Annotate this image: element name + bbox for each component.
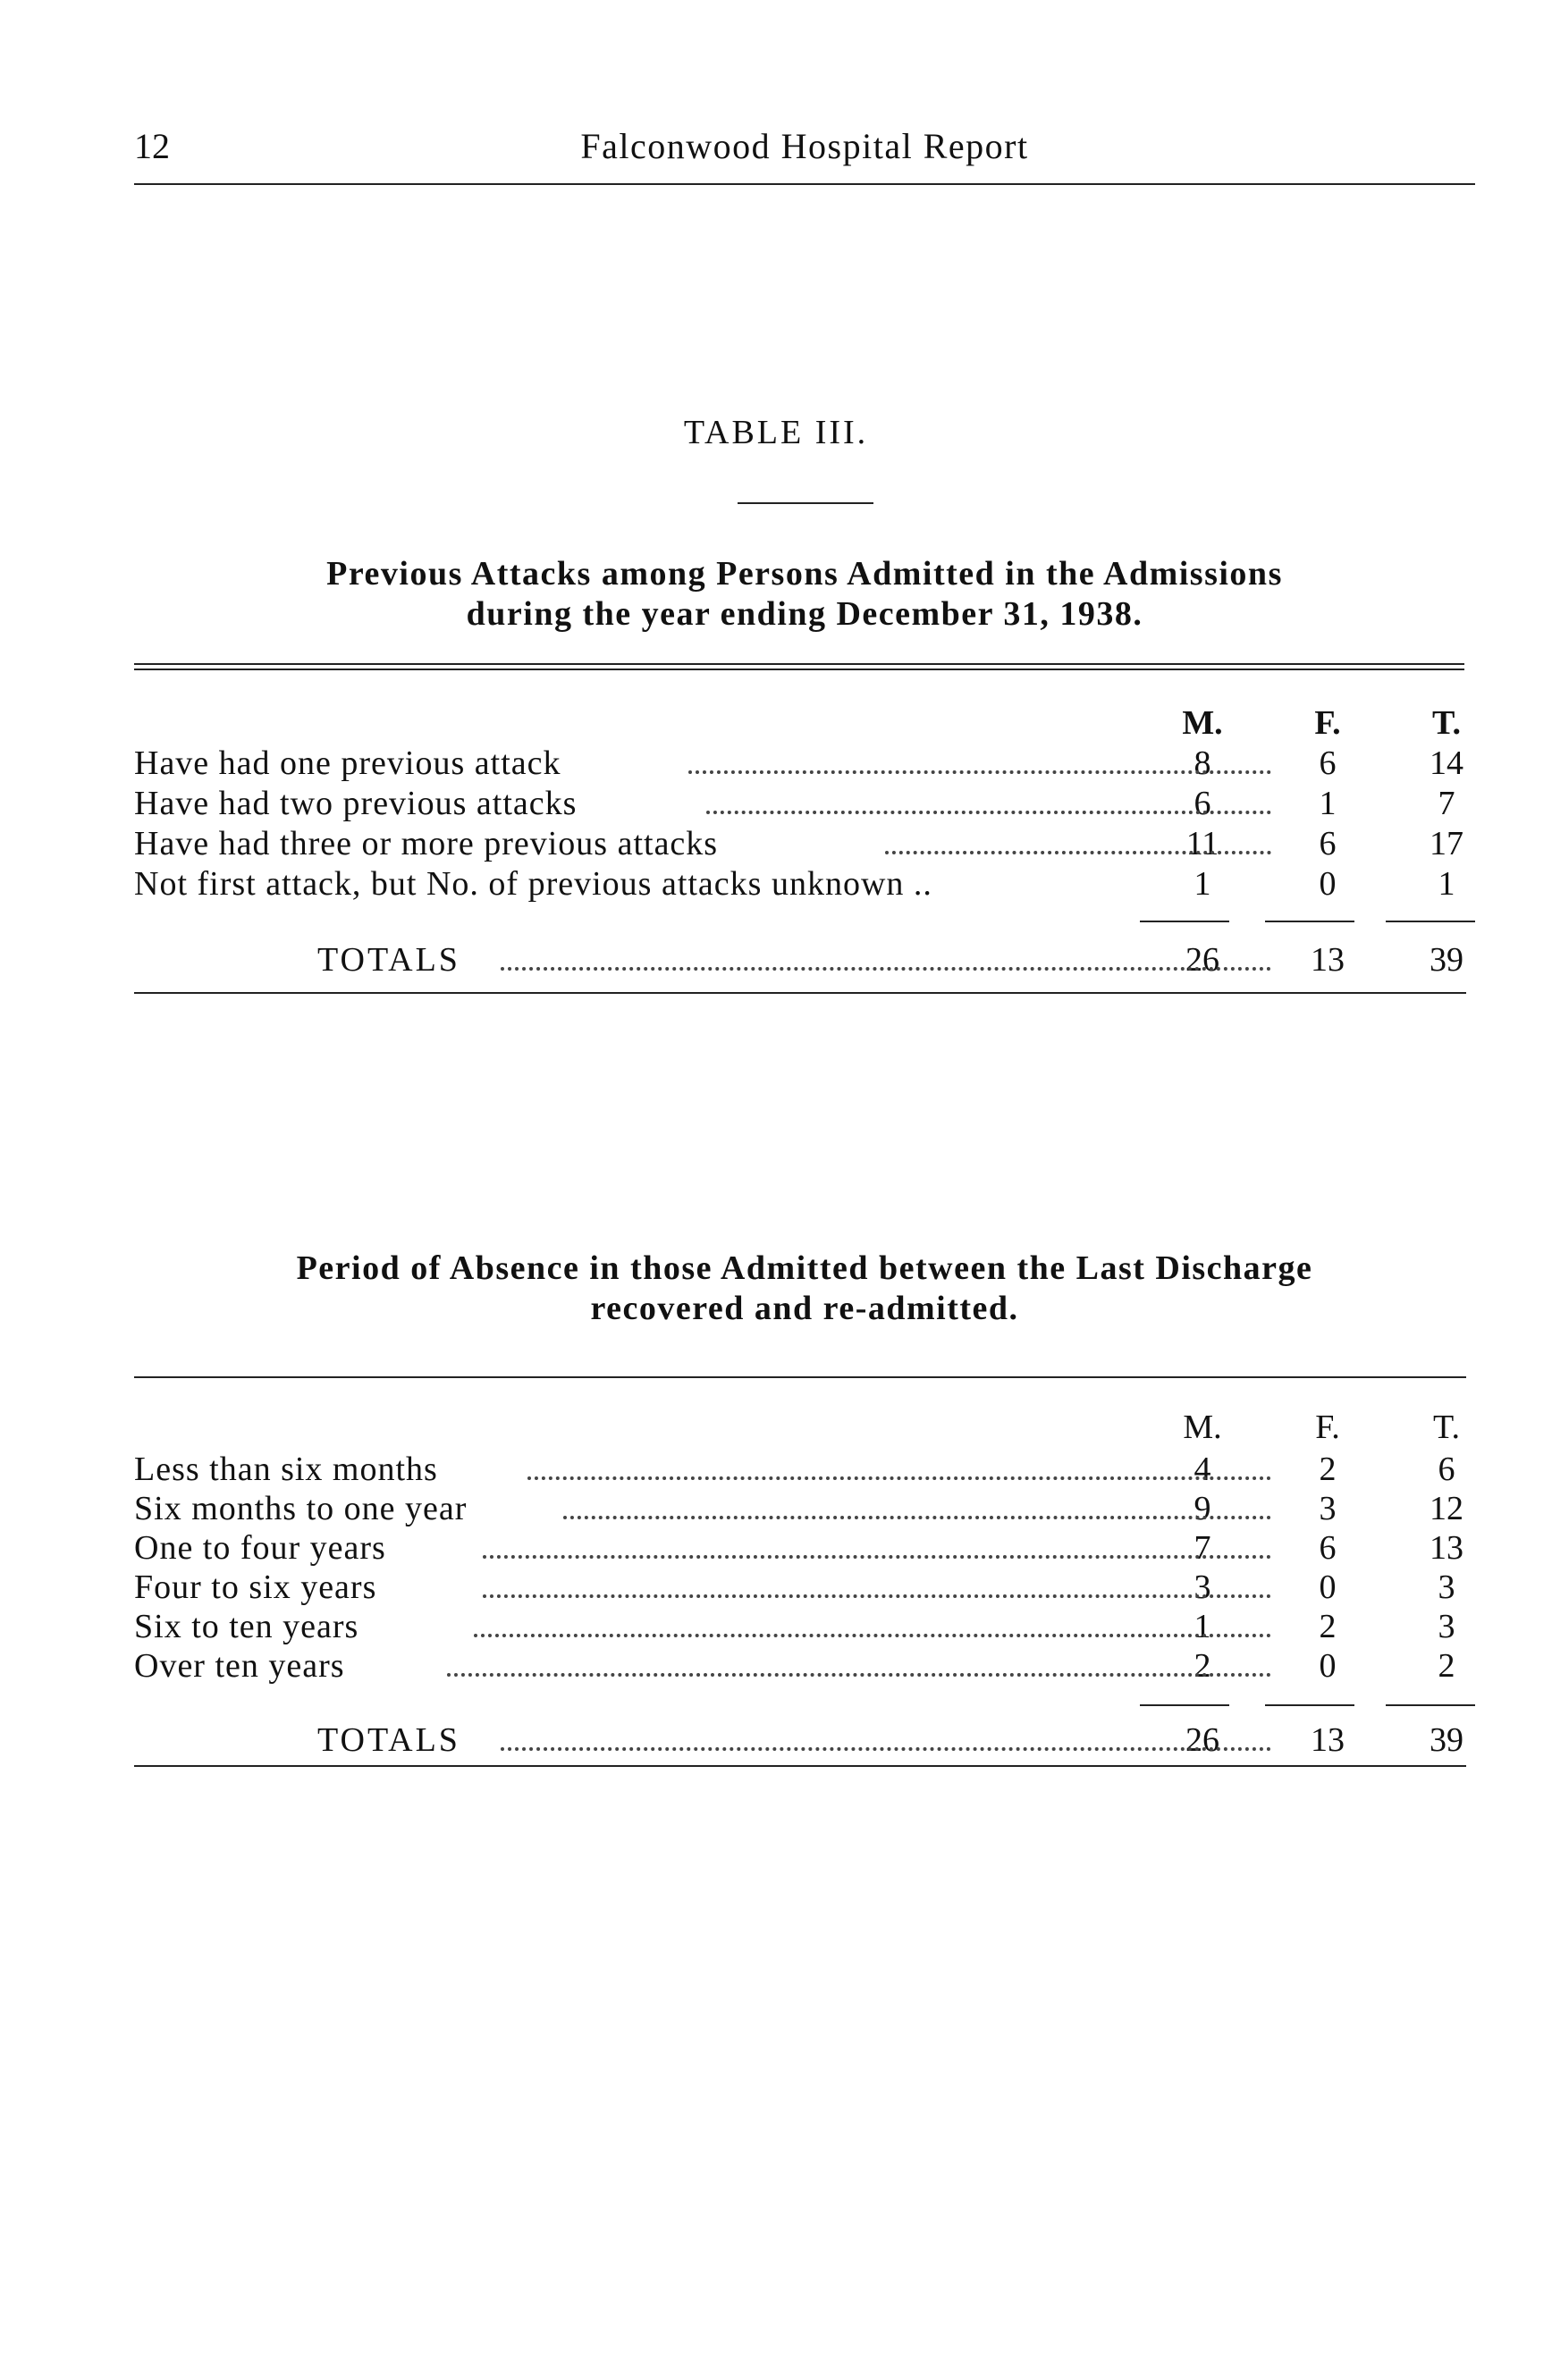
cell-t: 13 [1430,1529,1463,1567]
cell-m: 8 [1194,744,1211,782]
table1-bottom-rule [134,992,1466,994]
table1-column-headers [0,703,1552,748]
cell-m: 6 [1194,785,1211,822]
cell-m: 3 [1194,1568,1211,1606]
table1-caption [134,554,1475,635]
table2-col-m: M. [1183,1409,1222,1446]
dot-leader [501,1747,1271,1751]
dot-leader [447,1673,1271,1677]
table1-col-m: M. [1182,704,1223,742]
row-label: Four to six years [134,1568,384,1607]
table2-bottom-rule [134,1765,1466,1767]
cell-f: 2 [1319,1608,1337,1645]
cell-t: 7 [1438,785,1455,822]
cell-f: 6 [1319,744,1337,782]
dot-leader [527,1476,1271,1480]
table1-col-t: T. [1431,704,1462,742]
cell-t: 3 [1438,1568,1455,1606]
dot-leader [885,851,1271,854]
table2-caption-line1: Period of Absence in those Admitted between the Last Discharge [296,1249,1313,1287]
totals-m: 26 [1185,941,1219,979]
cell-f: 6 [1319,825,1337,862]
cell-f: 6 [1319,1529,1337,1567]
cell-f: 3 [1319,1490,1337,1527]
cell-t: 3 [1438,1608,1455,1645]
table-row [134,1528,1475,1569]
sum-rule-m [1140,1704,1229,1706]
table-row [134,1489,1475,1530]
dot-leader [688,770,1271,774]
cell-m: 7 [1194,1529,1211,1567]
sum-rule-m [1140,921,1229,922]
table1-col-f: F. [1314,704,1341,742]
cell-t: 14 [1430,744,1463,782]
table-row [134,784,1475,825]
table1-caption-line2: during the year ending December 31, 1938. [466,595,1143,633]
row-label: Six months to one year [134,1489,474,1528]
page-number: 12 [134,126,170,166]
dot-leader [474,1634,1271,1637]
table2-caption [134,1249,1475,1329]
table1-double-rule [134,663,1464,670]
table-label: TABLE III. [683,414,869,451]
table-row [134,824,1475,865]
row-label: Have had two previous attacks [134,784,584,823]
table2-column-headers [0,1408,1552,1452]
running-title: Falconwood Hospital Report [580,126,1029,166]
totals-t: 39 [1430,1721,1463,1759]
dot-leader [563,1516,1271,1519]
table-row [134,1646,1475,1687]
cell-t: 17 [1430,825,1463,862]
cell-m: 2 [1194,1647,1211,1685]
table2-col-t: T. [1433,1409,1460,1446]
cell-f: 1 [1319,785,1337,822]
cell-m: 1 [1194,1608,1211,1645]
dot-leader [483,1555,1271,1559]
cell-m: 11 [1185,825,1219,862]
cell-f: 0 [1319,865,1337,903]
cell-m: 4 [1194,1451,1211,1488]
totals-label: TOTALS [317,940,468,980]
cell-m: 9 [1194,1490,1211,1527]
cell-f: 0 [1319,1568,1337,1606]
cell-t: 12 [1430,1490,1463,1527]
row-label: Six to ten years [134,1607,366,1646]
sum-rule-f [1265,921,1354,922]
table-row [134,1607,1475,1648]
table-row [134,744,1475,785]
row-label: Not first attack, but No. of previous attacks unknown .. [134,864,940,904]
cell-m: 1 [1194,865,1211,903]
totals-t: 39 [1430,941,1463,979]
dot-leader [501,967,1271,971]
table2-caption-line2: recovered and re-admitted. [590,1290,1019,1327]
short-rule [738,502,873,504]
sum-rule-t [1386,1704,1475,1706]
totals-label: TOTALS [317,1720,468,1760]
sum-rule-t [1386,921,1475,922]
totals-m: 26 [1185,1721,1219,1759]
table-row [134,1568,1475,1609]
dot-leader [706,811,1271,814]
cell-f: 2 [1319,1451,1337,1488]
running-head [134,125,1475,170]
row-label: One to four years [134,1528,393,1568]
totals-f: 13 [1311,941,1345,979]
table-row [134,864,1475,905]
table2-col-f: F. [1315,1409,1340,1446]
table2-top-rule [134,1376,1466,1378]
cell-f: 0 [1319,1647,1337,1685]
dot-leader [483,1594,1271,1598]
row-label: Have had one previous attack [134,744,569,783]
totals-row [134,940,1475,981]
table-row [134,1450,1475,1491]
totals-f: 13 [1311,1721,1345,1759]
cell-t: 2 [1438,1647,1455,1685]
table1-caption-line1: Previous Attacks among Persons Admitted in the Admissions [326,555,1283,593]
totals-row [134,1720,1475,1762]
cell-t: 6 [1438,1451,1455,1488]
head-rule [134,183,1475,185]
row-label: Have had three or more previous attacks [134,824,725,863]
sum-rule-f [1265,1704,1354,1706]
row-label: Over ten years [134,1646,352,1686]
row-label: Less than six months [134,1450,445,1489]
cell-t: 1 [1438,865,1455,903]
